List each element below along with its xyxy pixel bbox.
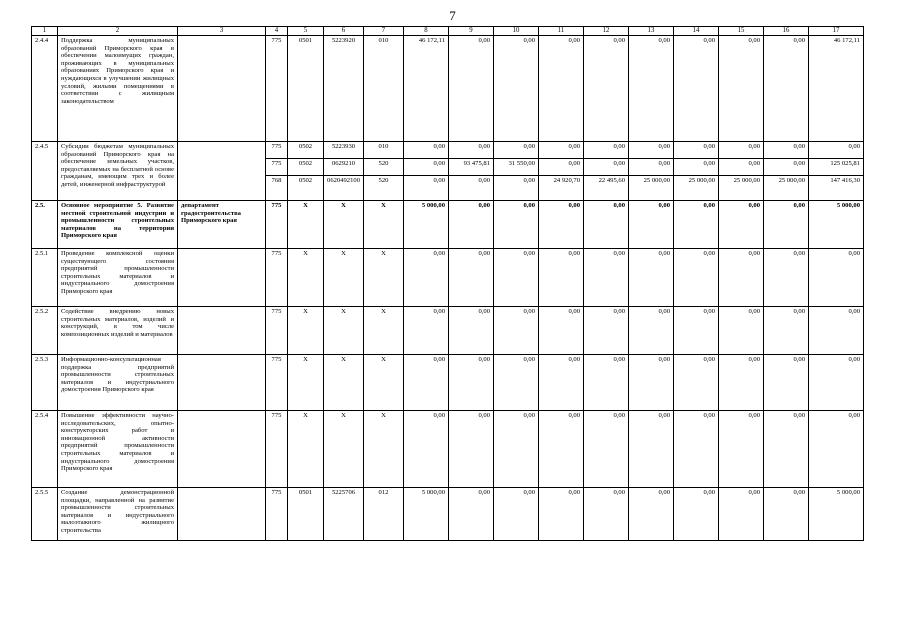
cell-amount: 25 000,00 bbox=[764, 176, 809, 201]
cell-amount: 0,00 bbox=[404, 159, 449, 176]
cell-grbs: 775 bbox=[266, 159, 288, 176]
cell-amount: 0,00 bbox=[449, 142, 494, 159]
cell-amount: 0,00 bbox=[584, 355, 629, 411]
cell-amount: 25 000,00 bbox=[629, 176, 674, 201]
cell-amount: 0,00 bbox=[584, 249, 629, 307]
cell-amount: 0,00 bbox=[494, 488, 539, 541]
cell-rzpr: 0502 bbox=[288, 176, 324, 201]
cell-amount: 0,00 bbox=[539, 142, 584, 159]
cell-total: 46 172,11 bbox=[809, 36, 864, 142]
cell-amount: 0,00 bbox=[584, 307, 629, 355]
cell-total: 5 000,00 bbox=[809, 201, 864, 249]
row-code: 2.4.4 bbox=[32, 36, 58, 142]
cell-amount: 0,00 bbox=[449, 411, 494, 488]
cell-amount: 0,00 bbox=[674, 142, 719, 159]
cell-amount: 0,00 bbox=[764, 142, 809, 159]
cell-vr: 520 bbox=[364, 159, 404, 176]
cell-amount: 25 000,00 bbox=[674, 176, 719, 201]
header-cell: 7 bbox=[364, 27, 404, 36]
row-responsible bbox=[178, 307, 266, 355]
header-cell: 11 bbox=[539, 27, 584, 36]
cell-amount: 0,00 bbox=[539, 249, 584, 307]
cell-amount: 0,00 bbox=[539, 307, 584, 355]
row-description: Поддержка муниципальных образований Приморского края в обеспечении малоимущих граждан, проживающих в муниципальных образованиях Приморского края и нуждающихся в улучшении жилищных условий, жилыми помещениями в соответствии с жилищным законодательством bbox=[58, 36, 178, 142]
header-cell: 14 bbox=[674, 27, 719, 36]
row-responsible bbox=[178, 488, 266, 541]
cell-amount: 0,00 bbox=[494, 201, 539, 249]
cell-rzpr: X bbox=[288, 411, 324, 488]
cell-amount: 0,00 bbox=[404, 142, 449, 159]
header-cell: 8 bbox=[404, 27, 449, 36]
table-row bbox=[32, 307, 864, 355]
cell-amount: 0,00 bbox=[404, 307, 449, 355]
cell-amount: 0,00 bbox=[494, 249, 539, 307]
cell-amount: 0,00 bbox=[449, 355, 494, 411]
cell-amount: 0,00 bbox=[674, 201, 719, 249]
cell-vr: X bbox=[364, 355, 404, 411]
cell-amount: 0,00 bbox=[539, 36, 584, 142]
row-responsible bbox=[178, 36, 266, 142]
cell-amount: 5 000,00 bbox=[404, 201, 449, 249]
header-cell: 17 bbox=[809, 27, 864, 36]
cell-amount: 0,00 bbox=[539, 411, 584, 488]
header-cell: 3 bbox=[178, 27, 266, 36]
cell-rzpr: X bbox=[288, 307, 324, 355]
cell-amount: 0,00 bbox=[674, 411, 719, 488]
header-cell: 2 bbox=[58, 27, 178, 36]
cell-total: 0,00 bbox=[809, 307, 864, 355]
row-code: 2.4.5 bbox=[32, 142, 58, 201]
cell-total: 0,00 bbox=[809, 355, 864, 411]
cell-rzpr: 0501 bbox=[288, 488, 324, 541]
cell-vr: X bbox=[364, 201, 404, 249]
cell-amount: 0,00 bbox=[449, 249, 494, 307]
row-responsible: департамент градостроительства Приморского края bbox=[178, 201, 266, 249]
cell-amount: 0,00 bbox=[719, 142, 764, 159]
cell-amount: 0,00 bbox=[629, 201, 674, 249]
cell-amount: 0,00 bbox=[719, 307, 764, 355]
cell-amount: 0,00 bbox=[449, 176, 494, 201]
cell-amount: 0,00 bbox=[539, 488, 584, 541]
cell-amount: 0,00 bbox=[764, 488, 809, 541]
cell-total: 0,00 bbox=[809, 411, 864, 488]
cell-amount: 0,00 bbox=[404, 176, 449, 201]
cell-amount: 0,00 bbox=[719, 159, 764, 176]
cell-vr: 010 bbox=[364, 36, 404, 142]
cell-vr: 010 bbox=[364, 142, 404, 159]
header-row bbox=[32, 27, 864, 36]
cell-amount: 0,00 bbox=[539, 355, 584, 411]
row-description: Субсидии бюджетам муниципальных образований Приморского края на обеспечение земельных участков, предоставляемых на бесплатной основе гражданам, имеющим трех и более детей, инженерной инфраструктурой bbox=[58, 142, 178, 201]
cell-rzpr: 0502 bbox=[288, 142, 324, 159]
cell-amount: 0,00 bbox=[674, 36, 719, 142]
cell-amount: 0,00 bbox=[629, 411, 674, 488]
cell-amount: 0,00 bbox=[764, 201, 809, 249]
cell-amount: 0,00 bbox=[629, 488, 674, 541]
cell-csr: 0620492100 bbox=[324, 176, 364, 201]
cell-total: 5 000,00 bbox=[809, 488, 864, 541]
header-cell: 12 bbox=[584, 27, 629, 36]
cell-amount: 0,00 bbox=[719, 36, 764, 142]
cell-grbs: 775 bbox=[266, 488, 288, 541]
cell-grbs: 775 bbox=[266, 201, 288, 249]
cell-amount: 25 000,00 bbox=[719, 176, 764, 201]
header-cell: 5 bbox=[288, 27, 324, 36]
cell-grbs: 775 bbox=[266, 411, 288, 488]
cell-amount: 0,00 bbox=[764, 307, 809, 355]
cell-amount: 0,00 bbox=[764, 36, 809, 142]
cell-amount: 31 550,00 bbox=[494, 159, 539, 176]
cell-amount: 0,00 bbox=[629, 249, 674, 307]
cell-total: 147 416,30 bbox=[809, 176, 864, 201]
cell-grbs: 775 bbox=[266, 36, 288, 142]
cell-amount: 0,00 bbox=[764, 159, 809, 176]
cell-amount: 0,00 bbox=[719, 201, 764, 249]
cell-amount: 0,00 bbox=[449, 201, 494, 249]
row-code: 2.5.1 bbox=[32, 249, 58, 307]
cell-amount: 0,00 bbox=[674, 307, 719, 355]
table-row bbox=[32, 355, 864, 411]
cell-amount: 0,00 bbox=[449, 307, 494, 355]
cell-csr: X bbox=[324, 411, 364, 488]
header-cell: 4 bbox=[266, 27, 288, 36]
cell-vr: X bbox=[364, 307, 404, 355]
cell-grbs: 775 bbox=[266, 142, 288, 159]
row-code: 2.5.4 bbox=[32, 411, 58, 488]
cell-amount: 0,00 bbox=[404, 411, 449, 488]
cell-total: 125 025,81 bbox=[809, 159, 864, 176]
cell-csr: 5225706 bbox=[324, 488, 364, 541]
cell-amount: 0,00 bbox=[404, 249, 449, 307]
cell-grbs: 775 bbox=[266, 355, 288, 411]
cell-amount: 0,00 bbox=[629, 159, 674, 176]
cell-amount: 0,00 bbox=[494, 36, 539, 142]
row-description: Информационно-консультационная поддержка предприятий промышленности строительных материалов и индустриального домостроения Приморского края bbox=[58, 355, 178, 411]
cell-amount: 0,00 bbox=[449, 488, 494, 541]
table-row bbox=[32, 142, 864, 159]
cell-amount: 0,00 bbox=[719, 411, 764, 488]
table-row-main-activity bbox=[32, 201, 864, 249]
cell-amount: 5 000,00 bbox=[404, 488, 449, 541]
cell-csr: X bbox=[324, 307, 364, 355]
cell-csr: X bbox=[324, 201, 364, 249]
budget-table bbox=[31, 26, 864, 541]
cell-amount: 0,00 bbox=[674, 249, 719, 307]
cell-rzpr: 0501 bbox=[288, 36, 324, 142]
header-cell: 6 bbox=[324, 27, 364, 36]
cell-amount: 46 172,11 bbox=[404, 36, 449, 142]
cell-total: 0,00 bbox=[809, 249, 864, 307]
cell-amount: 0,00 bbox=[629, 142, 674, 159]
table-row bbox=[32, 488, 864, 541]
cell-amount: 0,00 bbox=[584, 36, 629, 142]
cell-grbs: 775 bbox=[266, 249, 288, 307]
row-responsible bbox=[178, 249, 266, 307]
cell-vr: X bbox=[364, 411, 404, 488]
cell-amount: 0,00 bbox=[629, 307, 674, 355]
cell-amount: 0,00 bbox=[719, 355, 764, 411]
cell-csr: 5223930 bbox=[324, 142, 364, 159]
cell-amount: 0,00 bbox=[539, 201, 584, 249]
cell-amount: 24 920,70 bbox=[539, 176, 584, 201]
cell-csr: 0629210 bbox=[324, 159, 364, 176]
cell-grbs: 768 bbox=[266, 176, 288, 201]
cell-amount: 0,00 bbox=[584, 201, 629, 249]
cell-rzpr: X bbox=[288, 355, 324, 411]
table-row bbox=[32, 249, 864, 307]
row-description: Содействие внедрению новых строительных материалов, изделий и конструкций, в том числе композиционных изделий и материалов bbox=[58, 307, 178, 355]
row-code: 2.5. bbox=[32, 201, 58, 249]
cell-vr: 012 bbox=[364, 488, 404, 541]
cell-amount: 0,00 bbox=[584, 159, 629, 176]
cell-amount: 0,00 bbox=[584, 142, 629, 159]
header-cell: 1 bbox=[32, 27, 58, 36]
row-description: Создание демонстрационной площадки, направленной на развитие промышленности строительных материалов и индустриального малоэтажного жилищного строительства bbox=[58, 488, 178, 541]
cell-amount: 0,00 bbox=[494, 307, 539, 355]
header-cell: 10 bbox=[494, 27, 539, 36]
cell-amount: 0,00 bbox=[764, 249, 809, 307]
row-code: 2.5.2 bbox=[32, 307, 58, 355]
cell-amount: 0,00 bbox=[674, 355, 719, 411]
header-cell: 15 bbox=[719, 27, 764, 36]
cell-amount: 0,00 bbox=[539, 159, 584, 176]
page-number: 7 bbox=[449, 8, 456, 23]
cell-total: 0,00 bbox=[809, 142, 864, 159]
header-cell: 13 bbox=[629, 27, 674, 36]
cell-amount: 0,00 bbox=[584, 488, 629, 541]
cell-rzpr: X bbox=[288, 249, 324, 307]
row-description: Основное мероприятие 5. Развитие местной строительной индустрии и промышленности строительных материалов на территории Приморского края bbox=[58, 201, 178, 249]
row-description: Проведение комплексной оценки существующего состояния предприятий промышленности строительных материалов и индустриального домостроения Приморского края bbox=[58, 249, 178, 307]
cell-amount: 0,00 bbox=[494, 355, 539, 411]
row-responsible bbox=[178, 355, 266, 411]
row-code: 2.5.5 bbox=[32, 488, 58, 541]
cell-amount: 0,00 bbox=[674, 488, 719, 541]
cell-amount: 22 495,60 bbox=[584, 176, 629, 201]
cell-rzpr: 0502 bbox=[288, 159, 324, 176]
row-code: 2.5.3 bbox=[32, 355, 58, 411]
cell-amount: 0,00 bbox=[629, 36, 674, 142]
row-description: Повышение эффективности научно-исследовательских, опытно-конструкторских работ и инновационной активности предприятий промышленности строительных материалов и индустриального домостроения Приморского края bbox=[58, 411, 178, 488]
cell-amount: 0,00 bbox=[584, 411, 629, 488]
cell-amount: 0,00 bbox=[764, 355, 809, 411]
table-row bbox=[32, 36, 864, 142]
cell-amount: 0,00 bbox=[494, 142, 539, 159]
cell-csr: X bbox=[324, 355, 364, 411]
cell-rzpr: X bbox=[288, 201, 324, 249]
cell-amount: 0,00 bbox=[719, 249, 764, 307]
cell-amount: 0,00 bbox=[404, 355, 449, 411]
cell-amount: 0,00 bbox=[764, 411, 809, 488]
row-responsible bbox=[178, 411, 266, 488]
cell-vr: X bbox=[364, 249, 404, 307]
cell-amount: 0,00 bbox=[494, 411, 539, 488]
row-responsible bbox=[178, 142, 266, 201]
cell-grbs: 775 bbox=[266, 307, 288, 355]
cell-csr: X bbox=[324, 249, 364, 307]
cell-amount: 93 475,81 bbox=[449, 159, 494, 176]
cell-vr: 520 bbox=[364, 176, 404, 201]
cell-amount: 0,00 bbox=[674, 159, 719, 176]
cell-amount: 0,00 bbox=[494, 176, 539, 201]
header-cell: 9 bbox=[449, 27, 494, 36]
cell-amount: 0,00 bbox=[449, 36, 494, 142]
table-row bbox=[32, 411, 864, 488]
cell-csr: 5223920 bbox=[324, 36, 364, 142]
header-cell: 16 bbox=[764, 27, 809, 36]
cell-amount: 0,00 bbox=[629, 355, 674, 411]
cell-amount: 0,00 bbox=[719, 488, 764, 541]
